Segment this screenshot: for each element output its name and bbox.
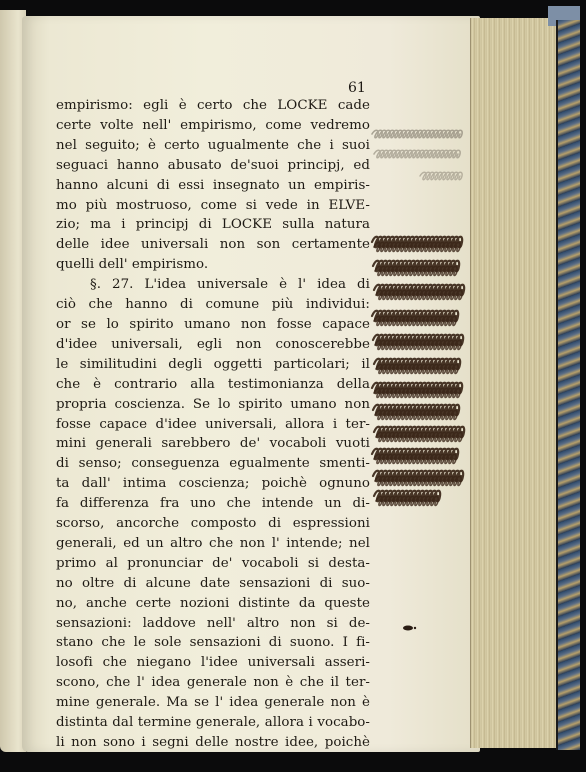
body-text: [56, 96, 370, 753]
text-line: or se lo spirito umano non fosse capace: [56, 316, 370, 332]
text-line: quelli dell' empirismo.: [56, 257, 209, 273]
text-line: mine generale. Ma se l' idea generale non è: [56, 695, 370, 711]
page-block-edges: [470, 18, 559, 748]
text-line: nel seguito; è certo ugualmente che i suoi: [56, 137, 370, 153]
text-line: losofi che niegano l'idee universali asseri-: [56, 655, 370, 671]
text-line: no oltre di alcune date sensazioni di suo-: [56, 575, 370, 591]
text-line: le similitudini degli oggetti particolari; il: [56, 356, 370, 372]
text-line: scono, che l' idea generale non è che il ter-: [56, 675, 370, 691]
text-line: mo più mostruoso, come si vede in ELVE-: [56, 197, 370, 213]
text-line: delle idee universali non son certamente: [56, 237, 370, 253]
text-line: che è contrario alla testimonianza della: [56, 376, 370, 392]
scribble-stroke: [420, 172, 462, 180]
page-number: 61: [348, 80, 366, 96]
ink-spot: [402, 624, 418, 632]
text-line: ta dall' intima coscienza; poichè ognuno: [56, 476, 370, 492]
marbled-cover: [556, 20, 580, 750]
handwritten-scribbles: [360, 120, 470, 520]
text-line: fosse capace d'idee universali, allora i ter-: [56, 416, 370, 432]
text-line: mini generali sarebbero de' vocaboli vuoti: [56, 436, 370, 452]
scribble-stroke: [374, 150, 460, 158]
text-line: no, anche certe nozioni distinte da queste: [56, 595, 370, 611]
text-line: distinta dal termine generale, allora i vocabo-: [56, 715, 370, 731]
scribble-stroke: [372, 130, 462, 138]
text-line: zio; ma i principj di LOCKE sulla natura: [56, 217, 370, 233]
text-line: fa differenza fra uno che intende un di-: [56, 496, 370, 512]
text-line: seguaci hanno abusato de'suoi principj, ed: [56, 157, 370, 173]
text-line: di senso; conseguenza egualmente smenti-: [56, 456, 370, 472]
text-line: ciò che hanno di comune più individui:: [56, 297, 370, 313]
text-line: generali, ed un altro che non l' intende; nel: [56, 535, 370, 551]
text-line: certe volte nell' empirismo, come vedremo: [56, 117, 370, 133]
text-line: primo al pronunciar de' vocaboli si desta-: [56, 555, 370, 571]
text-line: scorso, ancorche composto di espressioni: [56, 516, 370, 532]
text-line: hanno alcuni di essi insegnato un empiris-: [56, 177, 370, 193]
text-line: d'idee universali, egli non conoscerebbe: [56, 336, 370, 352]
text-line: li non sono i segni delle nostre idee, poichè: [56, 735, 370, 750]
text-line: stano che le sole sensazioni di suono. I fi-: [56, 635, 370, 651]
text-line: §. 27. L'idea universale è l' idea di: [90, 277, 370, 293]
text-line: propria coscienza. Se lo spirito umano non: [56, 396, 370, 412]
text-line: empirismo: egli è certo che LOCKE cade: [56, 98, 370, 113]
text-line: sensazioni: laddove nell' altro non si de-: [56, 615, 370, 631]
